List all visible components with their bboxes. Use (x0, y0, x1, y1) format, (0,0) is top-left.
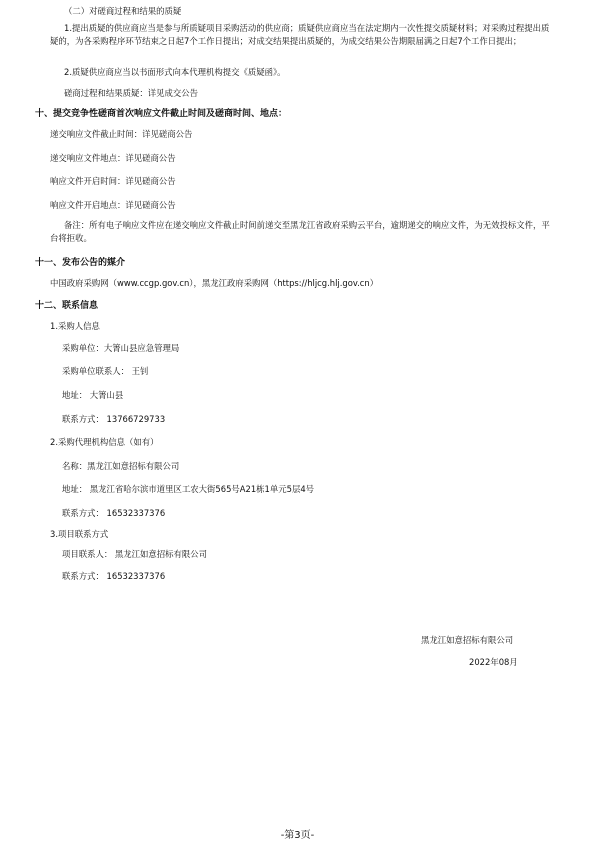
page-number: -第3页- (280, 830, 315, 841)
project-contact: 项目联系人： 黑龙江如意招标有限公司 (62, 549, 208, 559)
buyer-address: 地址： 大箐山县 (62, 390, 124, 400)
question-result: 磋商过程和结果质疑：详见成交公告 (64, 88, 198, 98)
open-place-text: 响应文件开启地点：详见磋商公告 (50, 200, 176, 210)
buyer-unit: 采购单位：大箐山县应急管理局 (62, 343, 180, 353)
section-11-heading: 十一、发布公告的媒介 (35, 258, 126, 268)
question-item-1: 1.提出质疑的供应商应当是参与所质疑项目采购活动的供应商；质疑供应商应当在法定期内一次性提交质疑材料；对采购过程提出质疑的，为各采购程序环节结束之日起7个工作日提出；对成交结果提出质疑的，为成交结果公告期限届满之日起7个工作日提出； (50, 23, 550, 46)
section-10-heading: 十、提交竞争性磋商首次响应文件截止时间及磋商时间、地点： (35, 109, 288, 119)
submission-note: 备注：所有电子响应文件应在递交响应文件截止时间前递交至黑龙江省政府采购云平台，逾期递交的响应文件，为无效投标文件，平台将拒收。 (50, 220, 550, 243)
question-item-2: 2.质疑供应商应当以书面形式向本代理机构提交《质疑函》。 (64, 67, 286, 77)
buyer-info-title: 1.采购人信息 (50, 321, 100, 331)
agency-name: 名称：黑龙江如意招标有限公司 (62, 461, 180, 471)
signature-company: 黑龙江如意招标有限公司 (421, 635, 514, 645)
signature-date: 2022年08月 (469, 657, 518, 667)
agency-info-title: 2.采购代理机构信息（如有） (50, 437, 159, 447)
media-text: 中国政府采购网（www.ccgp.gov.cn），黑龙江政府采购网（https://hljcg.hlj.gov.cn） (50, 278, 379, 288)
agency-phone: 联系方式： 16532337376 (62, 508, 166, 518)
deadline-text: 递交响应文件截止时间：详见磋商公告 (50, 129, 193, 139)
project-contact-title: 3.项目联系方式 (50, 529, 109, 539)
subheading-question: （二）对磋商过程和结果的质疑 (64, 6, 182, 16)
section-12-heading: 十二、联系信息 (35, 301, 99, 311)
agency-address: 地址： 黑龙江省哈尔滨市道里区工农大街565号A21栋1单元5层4号 (62, 484, 315, 494)
submit-place-text: 递交响应文件地点：详见磋商公告 (50, 153, 176, 163)
buyer-contact: 采购单位联系人： 王钊 (62, 366, 149, 376)
open-time-text: 响应文件开启时间：详见磋商公告 (50, 176, 176, 186)
project-phone: 联系方式： 16532337376 (62, 571, 166, 581)
buyer-phone: 联系方式： 13766729733 (62, 414, 166, 424)
